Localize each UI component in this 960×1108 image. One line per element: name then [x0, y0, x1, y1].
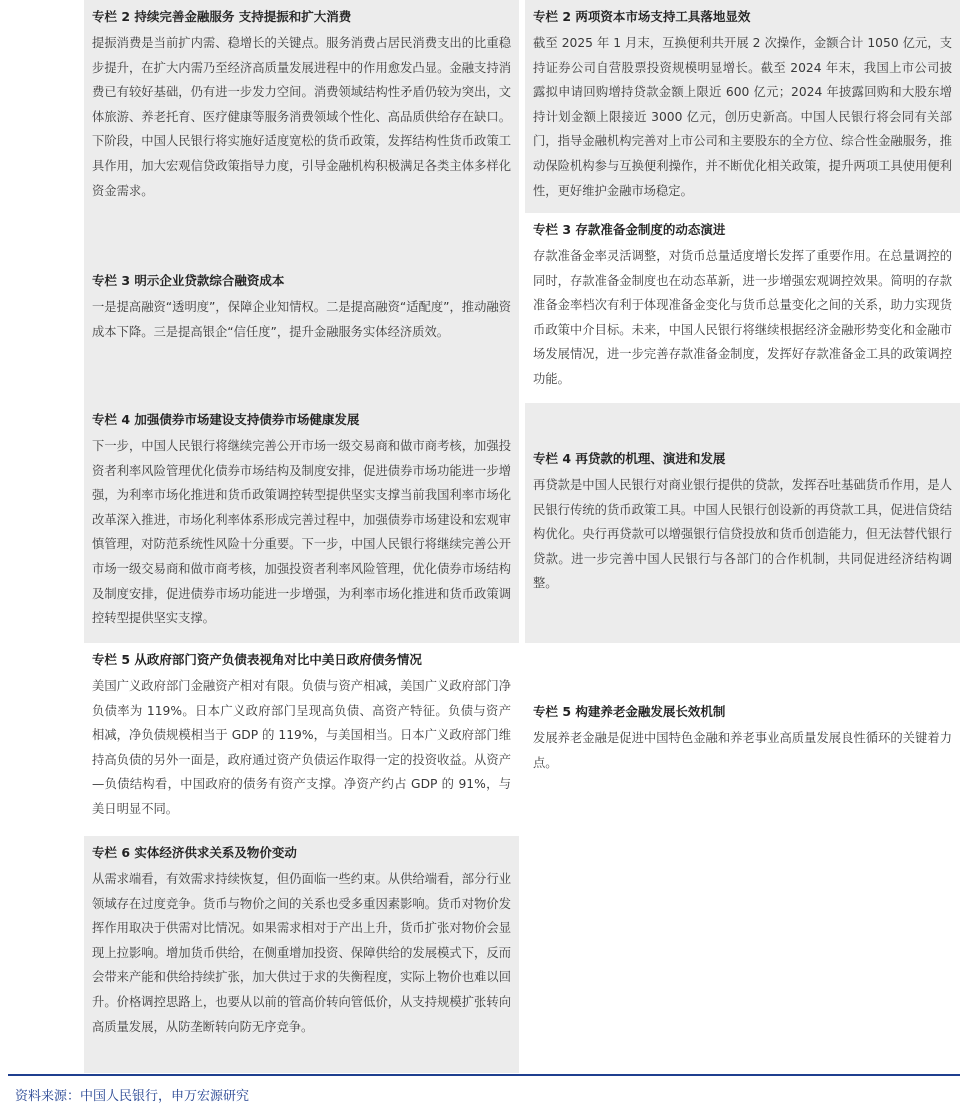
box-body: 发展养老金融是促进中国特色金融和养老事业高质量发展良性循环的关键着力点。 [533, 731, 952, 770]
box-body: 美国广义政府部门金融资产相对有限。负债与资产相减，美国广义政府部门净负债率为 119%。日本广义政府部门呈现高负债、高资产特征。负债与资产相减，净负债规模相当于 GDP 的 119%，与美国相当。日本广义政府部门维持高负债的另外一面是，政府通过资产负债运作取得一定的投资收益。从资产—负债结构看，中国政府的债务有资产支撑。净资产约占 GDP 的 91%，与美日明显不同。 [92, 679, 511, 816]
box-title: 专栏 3 存款准备金制度的动态演进 [533, 222, 726, 237]
empty-cell [525, 836, 960, 1073]
box-consumption-finance [84, 0, 519, 213]
box-title: 专栏 2 两项资本市场支持工具落地显效 [533, 9, 751, 24]
box-relending [525, 403, 960, 643]
column-comparison-grid [84, 0, 960, 1073]
box-body: 提振消费是当前扩内需、稳增长的关键点。服务消费占居民消费支出的比重稳步提升，在扩大内需乃至经济高质量发展进程中的作用愈发凸显。金融支持消费已有较好基础，仍有进一步发力空间。消费领域结构性矛盾仍较为突出，文体旅游、养老托育、医疗健康等服务消费领域个性化、高品质供给存在缺口。下阶段，中国人民银行将实施好适度宽松的货币政策，发挥结构性货币政策工具作用，加大宏观信贷政策指导力度，引导金融机构积极满足各类主体多样化资金需求。 [92, 36, 511, 198]
box-pension-finance [525, 643, 960, 836]
box-body: 再贷款是中国人民银行对商业银行提供的贷款，发挥吞吐基础货币作用，是人民银行传统的货币政策工具。中国人民银行创设新的再贷款工具，促进信贷结构优化。央行再贷款可以增强银行信贷投放和货币创造能力，但无法替代银行贷款。进一步完善中国人民银行与各部门的合作机制，共同促进经济结构调整。 [533, 478, 952, 591]
box-body: 存款准备金率灵活调整，对货币总量适度增长发挥了重要作用。在总量调控的同时，存款准备金制度也在动态革新，进一步增强宏观调控效果。简明的存款准备金率档次有利于体现准备金变化与货币总量变化之间的关系，助力实现货币政策中介目标。未来，中国人民银行将继续根据经济金融形势变化和金融市场发展情况，进一步完善存款准备金制度，发挥好存款准备金工具的政策调控功能。 [533, 249, 952, 386]
box-government-debt [84, 643, 519, 836]
box-bond-market [84, 403, 519, 643]
box-title: 专栏 5 从政府部门资产负债表视角对比中美日政府债务情况 [92, 652, 422, 667]
box-body: 一是提高融资“透明度”，保障企业知情权。二是提高融资“适配度”，推动融资成本下降。三是提高银企“信任度”，提升金融服务实体经济质效。 [92, 299, 511, 339]
source-note: 资料来源：中国人民银行，申万宏源研究 [15, 1089, 250, 1104]
box-title: 专栏 4 加强债券市场建设支持债券市场健康发展 [92, 412, 360, 427]
footer-divider [8, 1074, 960, 1076]
box-title: 专栏 4 再贷款的机理、演进和发展 [533, 451, 726, 467]
box-capital-market-tools [525, 0, 960, 213]
box-supply-demand-prices [84, 836, 519, 1073]
box-loan-cost-disclosure [84, 213, 519, 403]
box-body: 从需求端看，有效需求持续恢复，但仍面临一些约束。从供给端看，部分行业领域存在过度竞争。货币与物价之间的关系也受多重因素影响。货币对物价发挥作用取决于供需对比情况。如果需求相对于产出上升，货币扩张对物价会显现上拉影响。增加货币供给，在侧重增加投资、保障供给的发展模式下，反而会带来产能和供给持续扩张，加大供过于求的失衡程度，实际上物价也难以回升。价格调控思路上，也要从以前的管高价转向管低价，从支持规模扩张转向高质量发展，从防垄断转向防无序竞争。 [92, 872, 511, 1034]
box-title: 专栏 5 构建养老金融发展长效机制 [533, 704, 726, 720]
box-body: 截至 2025 年 1 月末，互换便利共开展 2 次操作，金额合计 1050 亿元，支持证券公司自营股票投资规模明显增长。截至 2024 年末，我国上市公司披露拟申请回购增持贷款金额上限近 600 亿元；2024 年披露回购和大股东增持计划金额上限接近 3000 亿元，创历史新高。中国人民银行将会同有关部门，指导金融机构完善对上市公司和主要股东的全方位、综合性金融服务，推动保险机构参与互换便利操作，并不断优化相关政策，提升两项工具使用便利性，更好维护金融市场稳定。 [533, 36, 952, 198]
box-reserve-requirement [525, 213, 960, 403]
box-title: 专栏 6 实体经济供求关系及物价变动 [92, 845, 297, 860]
box-title: 专栏 3 明示企业贷款综合融资成本 [92, 272, 285, 288]
box-body: 下一步，中国人民银行将继续完善公开市场一级交易商和做市商考核，加强投资者利率风险管理优化债券市场结构及制度安排，促进债券市场功能进一步增强，为利率市场化推进和货币政策调控转型提供坚实支撑当前我国利率市场化改革深入推进，市场化利率体系形成完善过程中，加强债券市场建设和宏观审慎管理，对防范系统性风险十分重要。下一步，中国人民银行将继续完善公开市场一级交易商和做市商考核，加强投资者利率风险管理，优化债券市场结构及制度安排，促进债券市场功能进一步增强，为利率市场化推进和货币政策调控转型提供坚实支撑。 [92, 439, 511, 626]
box-title: 专栏 2 持续完善金融服务 支持提振和扩大消费 [92, 9, 352, 24]
